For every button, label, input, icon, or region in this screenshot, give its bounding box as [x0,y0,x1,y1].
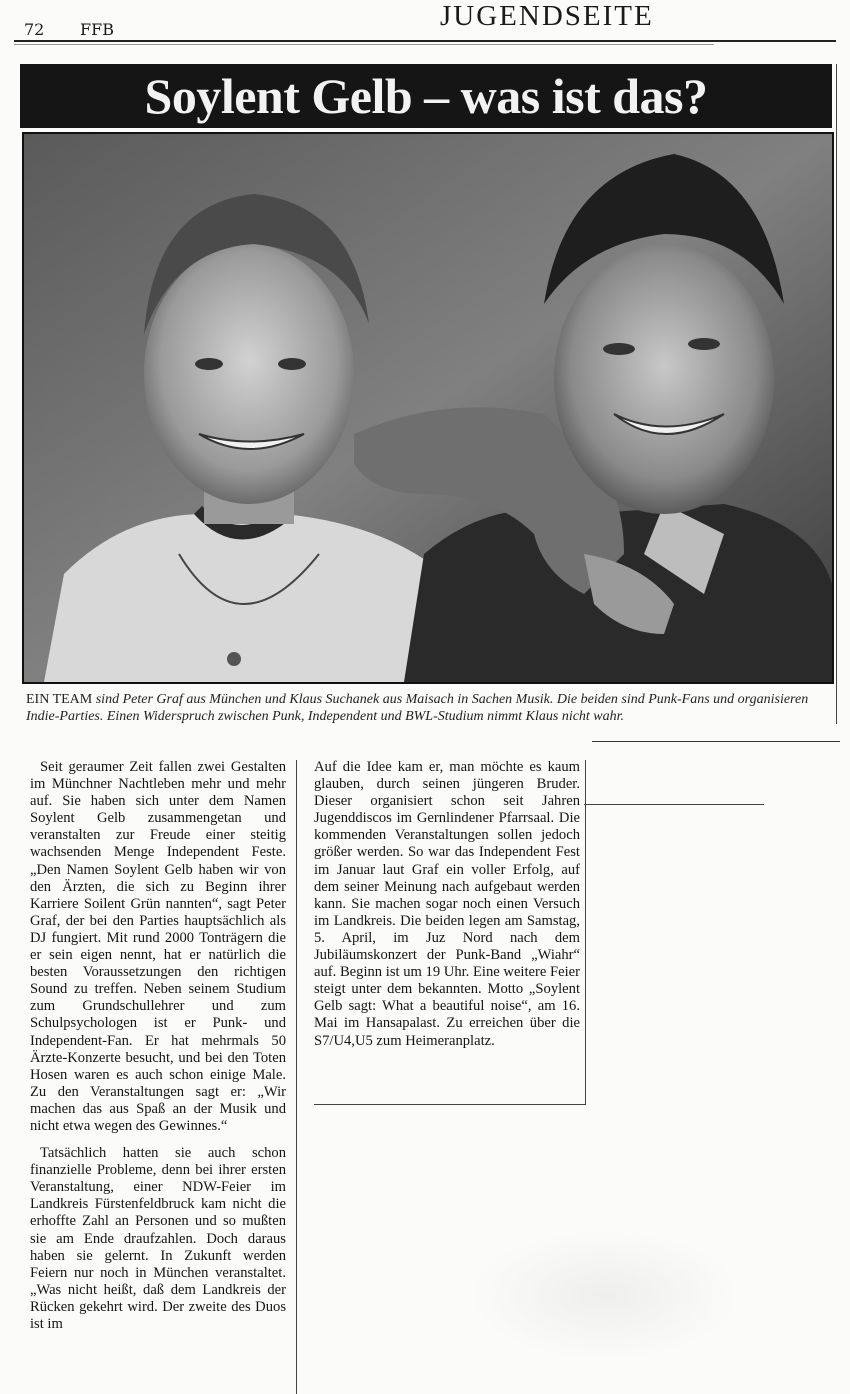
article-column-2 [314,759,580,1050]
column-divider-left [296,760,297,1394]
article-column-1 [30,759,286,1333]
column1-paragraph-1: Seit geraumer Zeit fallen zwei Gestalten im Münchner Nachtleben mehr und mehr auf. Sie haben sich unter dem Namen Soylent Gelb zusammengetan und veranstalten zur Freude einer steitig wachsenden Menge Independent Feste. „Den Namen Soylent Gelb haben wir von den Ärzten, die sich zu Beginn ihrer Karriere Soilent Grün nannten“, sagt Peter Graf, der bei den Parties hauptsächlich als DJ fungiert. Mit rund 2000 Tonträgern die er sein eigen nennt, hat er natürlich die besten Voraussetzungen den richtigen Sound zu treffen. Neben seinem Studium zum Grundschullehrer und zum Schulpsychologen ist er Punk- und Independent-Fan. Er hat mehrmals 50 Ärzte-Konzerte besucht, und bei den Toten Hosen waren es auch schon einige Male. Zu den Veranstaltungen sagt er: „Wir machen das aus Spaß an der Musik und nicht etwa wegen des Gewinnes.“ [30,759,286,1134]
caption-rule [592,741,840,742]
column2-paragraph-1: Auf die Idee kam er, man möchte es kaum glauben, durch seinen jüngeren Bruder. Dieser organisiert schon seit Jahren Jugenddiscos im Gernlindener Pfarrsaal. Die kommenden Veranstaltungen sollen jedoch größer werden. So war das Independent Fest im Januar laut Graf ein voller Erfolg, auf dem seiner Meinung nach aufgebaut werden kann. Sie machen sogar noch einen Versuch im Landkreis. Die beiden legen am Samstag, 5. April, im Juz Nord nach dem Jubiläumskonzert der Punk-Band „Wiahr“ auf. Beginn ist um 19 Uhr. Eine weitere Feier steigt unter dem bekannten. Motto „Soylent Gelb sagt: What a beautiful noise“, am 16. Mai im Hansapalast. Zu erreichen über die S7/U4,U5 zum Heimeranplatz. [314,759,580,1049]
headline-bar [20,64,832,128]
column-divider-right [585,760,586,1105]
newspaper-source: FFB [80,20,114,39]
page-number: 72 [24,20,45,39]
side-rule [584,804,764,805]
photo-caption [26,691,838,725]
headline: Soylent Gelb – was ist das? [144,68,708,124]
paper-smudge [470,1230,740,1360]
column1-paragraph-2: Tatsächlich hatten sie auch schon finanzielle Probleme, denn bei ihrer ersten Veranstaltung, einer NDW-Feier im Landkreis Fürstenfeldbruck kam nicht die erhoffte Zahl an Personen und so mußten sie am Ende draufzahlen. Doch daraus haben sie gelernt. In Zukunft werden Feiern nur noch in München veranstaltet. „Was nicht heißt, daß dem Landkreis der Rücken gekehrt wird. Der zweite des Duos ist im [30,1145,286,1332]
caption-lead: EIN TEAM [26,692,96,707]
photo-two-men-smiling [24,134,832,682]
section-title: JUGENDSEITE [440,0,654,32]
header-rule [14,40,836,42]
column2-end-rule [314,1104,586,1105]
article-photo [22,132,834,684]
right-frame-line [836,64,837,724]
caption-text: sind Peter Graf aus München und Klaus Suchanek aus Maisach in Sachen Musik. Die beiden sind Punk-Fans und organisieren Indie-Parties. Einen Widerspruch zwischen Punk, Independent und BWL-Studium nimmt Klaus nicht wahr. [26,692,809,724]
header-rule-thin [14,44,714,45]
